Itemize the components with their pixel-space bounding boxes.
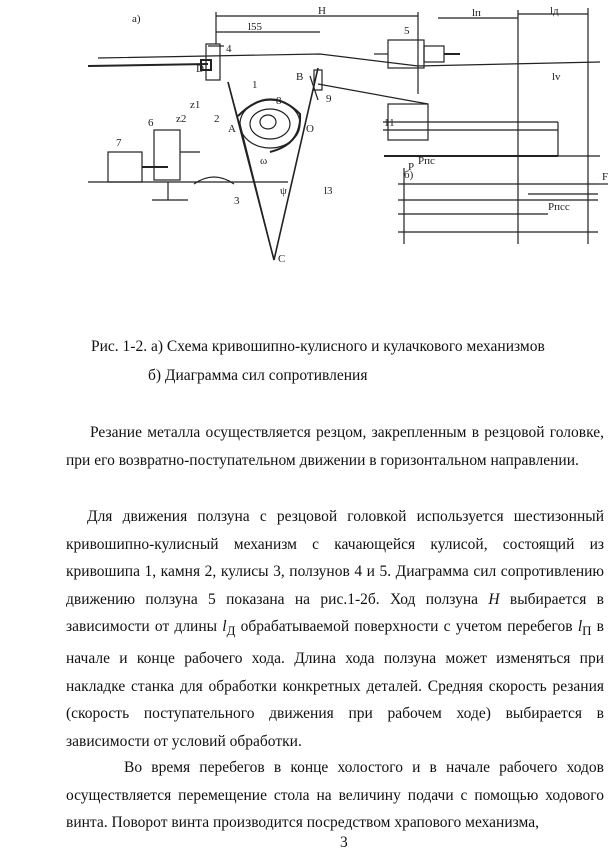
label-F: F [602,171,609,183]
label-1: 1 [252,79,258,91]
paragraph-mechanism-part-d: в начале и конце рабочего хода. Длина хода ползуна может изменяться при накладке станка для обработки конкретных деталей. Средняя скорость резания (скорость поступательного движения при рабочем ходе) выбирается в зависимости от условий обработки. [66,618,604,750]
label-A: A [228,123,236,135]
mechanism-figure [88,4,616,284]
paragraph-mechanism-part-a: Для движения ползуна с резцовой головкой используется шестизонный кривошипно-кулисный механизм с качающейся кулисой, состоящий из кривошипа 1, камня 2, кулисы 3, ползунов 4 и 5. Диаграмма сил сопротивлению движению ползуна 5 показана на рис.1-2б. Ход ползуна [66,508,604,608]
label-ld: lд [550,5,559,17]
label-lv: lv [552,71,561,83]
label-5: 5 [404,25,410,37]
label-z1: z1 [190,99,201,111]
label-O: O [306,123,314,135]
label-omega: ω [260,155,268,167]
label-7: 7 [116,137,122,149]
label-8: 8 [276,95,282,107]
page-number: 3 [340,834,348,851]
paragraph-mechanism-part-c: обрабатываемой поверхности с учетом перебегов [235,618,578,636]
symbol-lp-subscript: П [582,623,592,639]
label-4: 4 [226,43,232,55]
label-lp: lп [472,7,481,19]
figure-label-b: б) [404,169,414,181]
label-Pnc: Pпс [418,155,435,167]
label-H: H [318,5,326,17]
paragraph-mechanism [66,503,604,755]
paragraph-mechanism-part-b: выбирается в зависимости от длины [66,590,604,636]
label-9: 9 [326,93,332,105]
mechanism-drawing [88,4,616,284]
figure-caption-line-2: б) Диаграмма сил сопротивления [148,367,368,384]
label-6: 6 [148,117,154,129]
symbol-ld-subscript: Д [226,623,236,639]
paragraph-cutting: Резание металла осуществляется резцом, закрепленным в резцовой головке, при его возвратно-поступательном движении в горизонтальном направлении. [66,424,604,469]
label-psi: ψ [280,185,287,197]
figure-label-a: а) [132,13,141,25]
label-C: C [278,253,286,265]
label-B: B [296,71,304,83]
label-P: P [408,161,415,173]
label-l3: l3 [324,185,333,197]
label-2: 2 [214,113,220,125]
label-z2: z2 [176,113,187,125]
label-11: 11 [384,117,395,129]
label-Pncc: Pпсс [548,201,570,213]
symbol-H: H [488,590,500,608]
label-3: 3 [234,195,240,207]
symbol-lp: l [577,618,583,636]
label-D: D [196,63,204,75]
figure-caption-line-1: Рис. 1-2. а) Схема кривошипно-кулисного и кулачкового механизмов [91,338,545,355]
paragraph-feed: Во время перебегов в конце холостого и в начале рабочего ходов осуществляется перемещение стола на величину подачи с помощью ходового винта. Поворот винта производится посредством храпового механизма, [66,759,604,832]
label-l55: l55 [248,21,263,33]
symbol-ld: l [222,618,227,636]
